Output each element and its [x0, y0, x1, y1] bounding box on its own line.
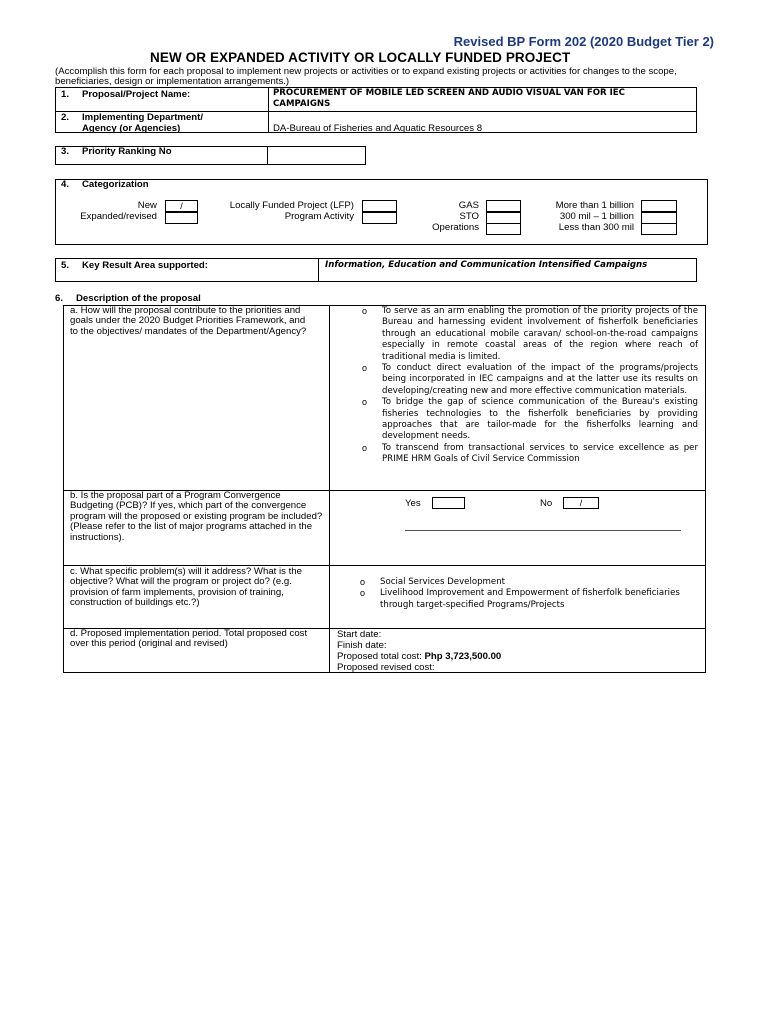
category-gas-label: GAS: [458, 200, 479, 211]
answer-a-bullet-1: o To serve as an arm enabling the promotion of the priority projects of the Bureau and harnessing evident involvement of fisherfolk beneficiaries through an educational mobile caravan/ school-on-the-road campaigns especially in remote coastal areas of the region where reach of traditional media is limited.: [358, 306, 698, 363]
question-d: d. Proposed implementation period. Total proposed cost over this period (original and revised): [70, 628, 308, 650]
category-operations-label: Operations: [432, 222, 479, 233]
total-cost-label: Proposed total cost:: [337, 651, 422, 662]
category-under-300m-label: Less than 300 mil: [558, 222, 634, 233]
pcb-no-checkbox[interactable]: /: [563, 497, 599, 509]
total-cost-value[interactable]: Php 3,723,500.00: [424, 651, 502, 662]
form-instructions: (Accomplish this form for each proposal to implement new projects or activities or to expand existing projects or activities for changes to the scope, beneficiaries, design or implementation arrangements.): [55, 66, 677, 87]
section-1-number: 1.: [61, 89, 70, 100]
implementing-dept-label-1: Implementing Department/: [82, 112, 204, 123]
category-300m-1b-label: 300 mil – 1 billion: [559, 211, 634, 222]
project-name-label: Proposal/Project Name:: [82, 89, 191, 100]
question-c: c. What specific problem(s) will it address? What is the objective? What will the program or project do? (e.g. provision of farm implements, provision of training, construction of buildings etc.?): [70, 566, 302, 609]
answer-a-bullet-2: o To conduct direct evaluation of the impact of the programs/projects being incorporated in IEC campaigns and at the latter use its results on developing/creating new and more effective communication materials.: [358, 363, 698, 397]
answer-c-bullet-2: o Livelihood Improvement and Empowerment of fisherfolk beneficiaries through target-specified Programs/Projects: [356, 588, 701, 611]
priority-ranking-field[interactable]: [272, 149, 360, 163]
total-cost-row: [337, 651, 501, 662]
project-name-value[interactable]: PROCUREMENT OF MOBILE LED SCREEN AND AUDIO VISUAL VAN FOR IEC CAMPAIGNS: [273, 88, 625, 109]
section-3-number: 3.: [61, 146, 70, 157]
section-5-number: 5.: [61, 260, 70, 271]
category-program-activity-label: Program Activity: [284, 211, 354, 222]
category-over-1b-checkbox[interactable]: [641, 200, 677, 212]
section-6-number: 6.: [55, 293, 64, 304]
priority-ranking-label: Priority Ranking No: [82, 146, 172, 157]
category-lfp-label: Locally Funded Project (LFP): [229, 200, 354, 211]
category-under-300m-checkbox[interactable]: [641, 223, 677, 235]
finish-date-label: Finish date:: [337, 640, 387, 651]
category-new-label: New: [137, 200, 157, 211]
implementing-dept-value[interactable]: DA-Bureau of Fisheries and Aquatic Resources 8: [273, 123, 483, 134]
question-b: b. Is the proposal part of a Program Convergence Budgeting (PCB)? If yes, which part of the convergence program will the proposed or existing program be included? (Please refer to the list of major programs attached in the instructions).: [70, 490, 323, 543]
question-a: a. How will the proposal contribute to the priorities and goals under the 2020 Budget Priorities Framework, and to the objectives/ mandates of the Department/Agency?: [70, 305, 307, 337]
pcb-yes-checkbox[interactable]: [432, 497, 465, 509]
category-new-checkbox[interactable]: /: [165, 200, 198, 212]
description-label: Description of the proposal: [76, 293, 201, 304]
category-over-1b-label: More than 1 billion: [555, 200, 634, 211]
section-2-number: 2.: [61, 112, 70, 123]
implementing-dept-label-2: Agency (or Agencies): [82, 123, 181, 134]
categorization-label: Categorization: [82, 179, 149, 190]
category-sto-label: STO: [459, 211, 479, 222]
form-title: NEW OR EXPANDED ACTIVITY OR LOCALLY FUNDED PROJECT: [150, 50, 571, 65]
section-4-number: 4.: [61, 179, 70, 190]
start-date-label: Start date:: [337, 629, 382, 640]
pcb-program-line[interactable]: [405, 530, 681, 531]
category-expanded-label: Expanded/revised: [80, 211, 157, 222]
answer-c-list: [356, 577, 701, 611]
pcb-yes-label: Yes: [405, 498, 421, 509]
key-result-area-label: Key Result Area supported:: [82, 260, 208, 271]
revised-cost-label: Proposed revised cost:: [337, 662, 435, 673]
answer-a-list: [358, 306, 698, 466]
pcb-no-label: No: [540, 498, 553, 509]
answer-a-bullet-3: o To bridge the gap of science communication of the Bureau's existing fisheries technologies to the fisherfolk beneficiaries by providing approaches that are tailor-made for the fisherfolks learning and development needs.: [358, 397, 698, 443]
answer-c-bullet-1: o Social Services Development: [356, 577, 701, 588]
answer-a-bullet-4: o To transcend from transactional services to service excellence as per PRIME HRM Goals of Civil Service Commission: [358, 443, 698, 466]
key-result-area-value[interactable]: Information, Education and Communication Intensified Campaigns: [325, 260, 648, 270]
form-number: Revised BP Form 202 (2020 Budget Tier 2): [453, 34, 714, 49]
